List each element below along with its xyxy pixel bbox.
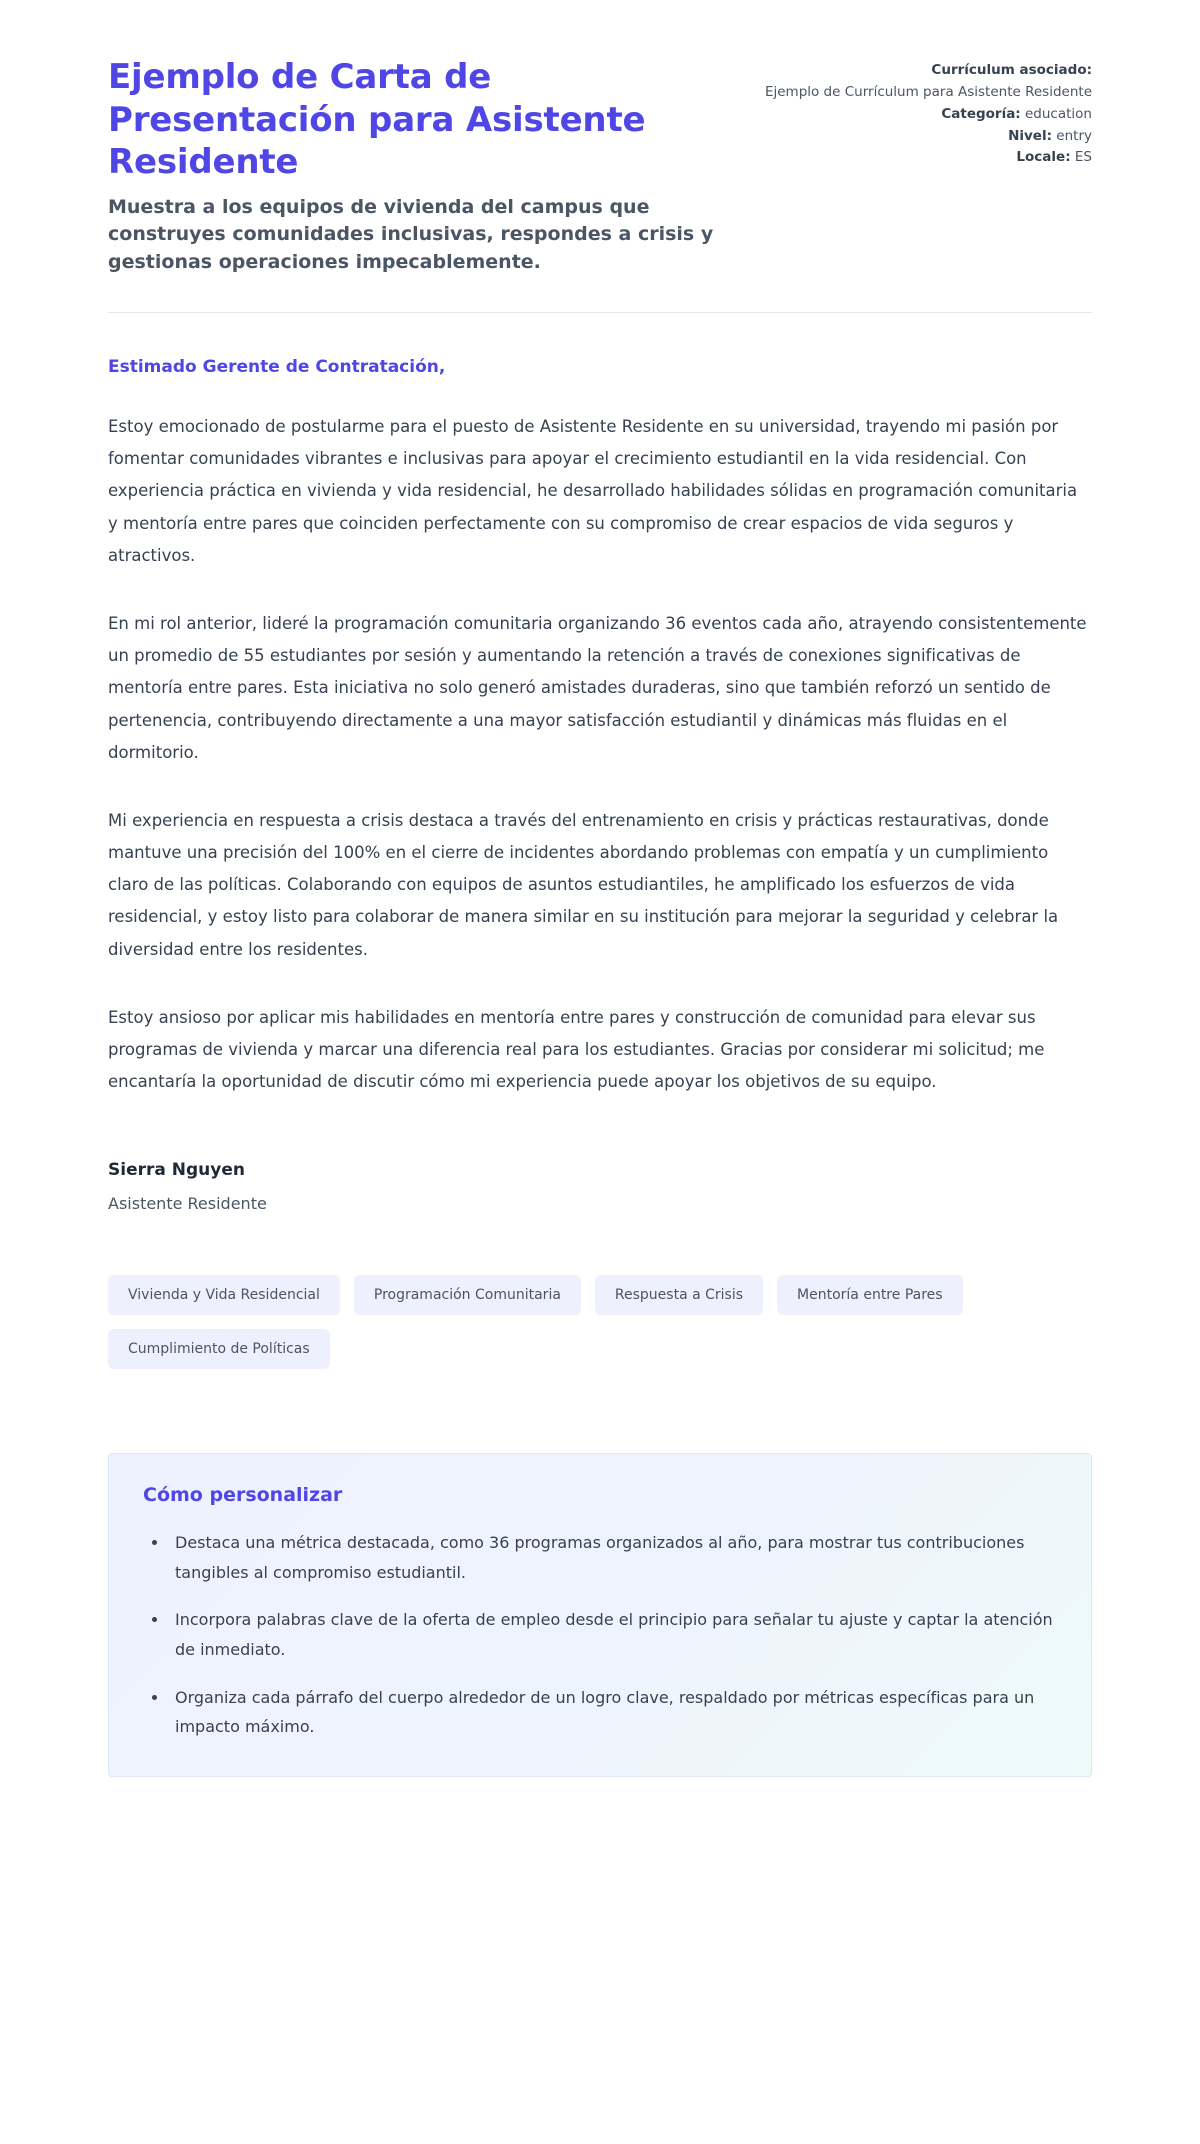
page-subtitle: Muestra a los equipos de vivienda del campus que construyes comunidades inclusivas, respondes a crisis y gestionas operaciones impecablemente.: [108, 195, 714, 273]
skill-tag[interactable]: Programación Comunitaria: [354, 1275, 581, 1315]
skill-tag-list: [108, 1275, 1068, 1369]
skill-tag[interactable]: Vivienda y Vida Residencial: [108, 1275, 340, 1315]
skill-tag[interactable]: Mentoría entre Pares: [777, 1275, 963, 1315]
list-item: • Incorpora palabras clave de la oferta de empleo desde el principio para señalar tu ajuste y captar la atención de inmediato.: [169, 1605, 1057, 1664]
signature-name: Sierra Nguyen: [108, 1160, 245, 1181]
letter-paragraph-1: Estoy emocionado de postularme para el puesto de Asistente Residente en su universidad, trayendo mi pasión por fomentar comunidades vibrantes e inclusivas para apoyar el crecimiento estudiantil en la vida residencial. Con experiencia práctica en vivienda y vida residencial, he desarrollado habilidades sólidas en programación comunitaria y mentoría entre pares que coinciden perfectamente con su compromiso de crear espacios de vida seguros y atractivos.: [108, 417, 1078, 565]
list-item: • Organiza cada párrafo del cuerpo alrededor de un logro clave, respaldado por métricas específicas para un impacto máximo.: [169, 1683, 1057, 1742]
meta-associated-resume: [765, 60, 1092, 82]
meta-category-label: Categoría:: [941, 105, 1021, 122]
document-metadata: [765, 56, 1092, 169]
meta-locale-label: Locale:: [1016, 149, 1071, 166]
meta-associated-label: Currículum asociado:: [931, 62, 1092, 78]
letter-paragraph-4: Estoy ansioso por aplicar mis habilidades en mentoría entre pares y construcción de comunidad para elevar sus programas de vivienda y marcar una diferencia real para los estudiantes. Gracias por considerar mi solicitud; me encantaría la oportunidad de discutir cómo mi experiencia puede apoyar los objetivos de su equipo.: [108, 1007, 1045, 1092]
meta-category: [765, 104, 1092, 126]
tips-list: [143, 1528, 1057, 1742]
signature-role: Asistente Residente: [108, 1194, 267, 1214]
meta-locale-value: ES: [1074, 149, 1092, 166]
signature-block: [108, 1160, 1092, 1213]
letter-body: [108, 313, 1092, 1213]
list-item: • Destaca una métrica destacada, como 36 programas organizados al año, para mostrar tus contribuciones tangibles al compromiso estudiantil.: [169, 1528, 1057, 1587]
skill-tag[interactable]: Cumplimiento de Políticas: [108, 1329, 330, 1369]
meta-level-label: Nivel:: [1008, 127, 1052, 144]
page-title: Ejemplo de Carta de Presentación para Asistente Residente: [108, 57, 646, 182]
letter-paragraph-3: Mi experiencia en respuesta a crisis destaca a través del entrenamiento en crisis y prácticas restaurativas, donde mantuve una precisión del 100% en el cierre de incidentes abordando problemas con empatía y un cumplimiento claro de las políticas. Colaborando con equipos de asuntos estudiantiles, he amplificado los esfuerzos de vida residencial, y estoy listo para colaborar de manera similar en su institución para mejorar la seguridad y celebrar la diversidad entre los residentes.: [108, 810, 1059, 959]
meta-locale: [765, 147, 1092, 169]
meta-category-value: education: [1025, 105, 1092, 122]
meta-level-value: entry: [1056, 127, 1092, 144]
customization-tips-card: [108, 1453, 1092, 1777]
letter-salutation: Estimado Gerente de Contratación,: [108, 357, 446, 378]
meta-associated-value: Ejemplo de Currículum para Asistente Residente: [764, 83, 1092, 100]
tips-title: Cómo personalizar: [143, 1484, 343, 1507]
document-header: [108, 56, 1092, 276]
meta-level: [765, 126, 1092, 148]
header-text-block: [108, 56, 725, 276]
skill-tag[interactable]: Respuesta a Crisis: [595, 1275, 763, 1315]
letter-paragraph-2: En mi rol anterior, lideré la programación comunitaria organizando 36 eventos cada año, atrayendo consistentemente un promedio de 55 estudiantes por sesión y aumentando la retención a través de conexiones significativas de mentoría entre pares. Esta iniciativa no solo generó amistades duraderas, sino que también reforzó un sentido de pertenencia, contribuyendo directamente a una mayor satisfacción estudiantil y dinámicas más fluidas en el dormitorio.: [108, 614, 1087, 762]
